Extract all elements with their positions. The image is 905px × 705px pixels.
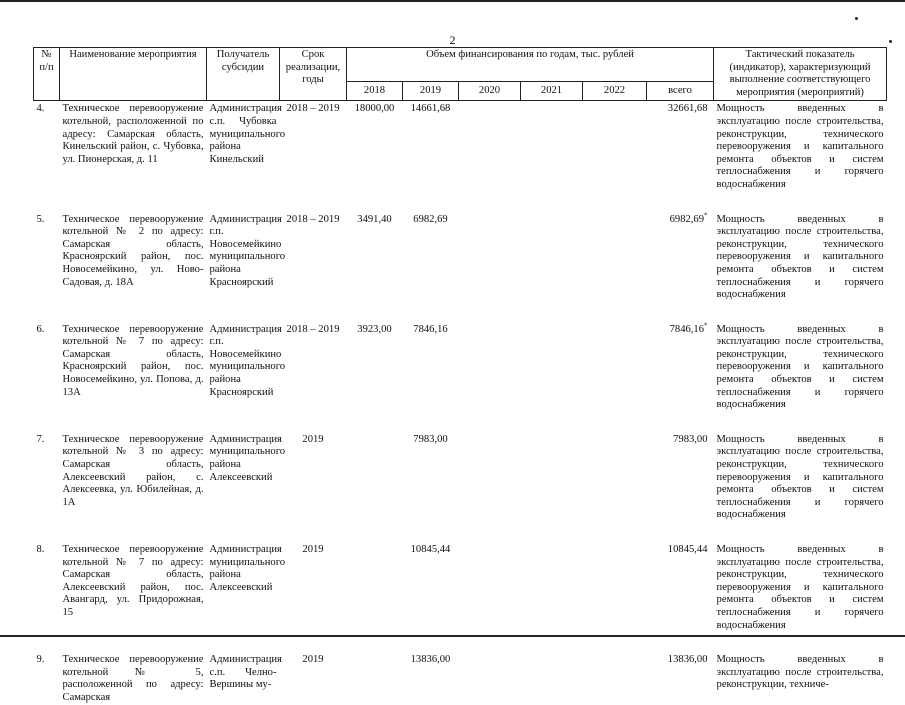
amount-2018: 18000,00 xyxy=(354,103,395,115)
amount-2022 xyxy=(583,212,647,322)
amount-2022 xyxy=(583,322,647,432)
subsidy-recipient: Администрация муниципального района Алексеевский xyxy=(209,544,286,593)
amount-2020 xyxy=(459,322,521,432)
amount-2018: 3491,40 xyxy=(357,213,392,225)
measure-name: Техническое перевооружение котельной № 5, расположенной по адресу: Самарская xyxy=(62,654,204,703)
amount-2018 xyxy=(347,432,403,542)
table-header xyxy=(34,48,887,101)
amount-total: 10845,44 xyxy=(667,544,708,555)
amount-2019: 14661,68 xyxy=(410,103,451,115)
header-financing: Объем финансирования по годам, тыс. рублей xyxy=(347,48,714,82)
header-term: Срок реализации, годы xyxy=(280,48,347,101)
tactical-indicator: Мощность введенных в эксплуатацию после строительства, реконструкции, технического перевооружения и капитального ремонта объектов и систем теплоснабжения и горячего водоснабжения xyxy=(716,103,884,190)
implementation-term: 2019 xyxy=(302,544,324,555)
amount-2021 xyxy=(521,652,583,704)
row-number: 5. xyxy=(36,213,45,225)
amount-2019: 6982,69 xyxy=(413,213,448,225)
amount-2021 xyxy=(521,212,583,322)
measure-name: Техническое перевооружение котельной, расположенной по адресу: Самарская область, Кинельский район, с. Чубовка, ул. Пионерская, д. 11 xyxy=(62,103,204,165)
table-row xyxy=(34,212,887,322)
amount-2020 xyxy=(459,652,521,704)
implementation-term: 2019 xyxy=(302,654,324,666)
amount-2020 xyxy=(459,101,521,211)
subsidy-recipient: Администрация г.п. Новосемейкино муниципального района Красноярский xyxy=(209,213,286,288)
header-recipient: Получатель субсидии xyxy=(207,48,280,101)
row-number: 6. xyxy=(36,323,45,335)
bottom-scan-border xyxy=(0,635,905,637)
amount-total: 32661,68 xyxy=(667,103,708,115)
table-row xyxy=(34,322,887,432)
implementation-term: 2018 – 2019 xyxy=(286,103,340,115)
tactical-indicator: Мощность введенных в эксплуатацию после строительства, реконструкции, технического перевооружения и капитального ремонта объектов и систем теплоснабжения и горячего водоснабжения xyxy=(716,213,884,301)
amount-2019: 13836,00 xyxy=(410,654,451,666)
amount-2020 xyxy=(459,432,521,542)
header-indicator: Тактический показатель (индикатор), характеризующий выполнение соответствующего мероприятия (мероприятий) xyxy=(714,48,887,101)
row-number: 7. xyxy=(36,433,45,445)
amount-2020 xyxy=(459,212,521,322)
implementation-term: 2018 – 2019 xyxy=(286,323,340,335)
tactical-indicator: Мощность введенных в эксплуатацию после строительства, реконструкции, технического перевооружения и капитального ремонта объектов и систем теплоснабжения и горячего водоснабжения xyxy=(716,433,884,521)
header-year: 2018 xyxy=(347,82,403,101)
row-number: 8. xyxy=(36,544,45,555)
header-total: всего xyxy=(647,82,714,101)
header-year: 2021 xyxy=(521,82,583,101)
header-year: 2022 xyxy=(583,82,647,101)
financing-table xyxy=(33,47,887,705)
header-year: 2020 xyxy=(459,82,521,101)
subsidy-recipient: Администрация г.п. Новосемейкино муниципального района Красноярский xyxy=(209,323,286,398)
subsidy-recipient: Администрация с.п. Чубовка муниципального района Кинельский xyxy=(209,103,286,165)
page-number: 2 xyxy=(449,33,456,47)
table-row xyxy=(34,652,887,704)
amount-total: 7983,00 xyxy=(673,433,708,445)
amount-total: 6982,69* xyxy=(669,211,708,225)
row-number: 4. xyxy=(36,103,45,115)
amount-2021 xyxy=(521,101,583,211)
tactical-indicator: Мощность введенных в эксплуатацию после строительства, реконструкции, технического перевооружения и капитального ремонта объектов и систем теплоснабжения и горячего водоснабжения xyxy=(716,323,884,411)
table-row xyxy=(34,432,887,542)
amount-2019: 10845,44 xyxy=(410,544,451,555)
header-num: № п/п xyxy=(34,48,60,101)
amount-2021 xyxy=(521,322,583,432)
tactical-indicator: Мощность введенных в эксплуатацию после строительства, реконструкции, техниче- xyxy=(716,654,884,691)
row-number: 9. xyxy=(36,654,45,666)
measure-name: Техническое перевооружение котельной № 7 по адресу: Самарская область, Алексеевский район, пос. Авангард, ул. Придорожная, 15 xyxy=(62,544,204,618)
amount-2019: 7846,16 xyxy=(413,323,448,335)
header-year: 2019 xyxy=(403,82,459,101)
tactical-indicator: Мощность введенных в эксплуатацию после строительства, реконструкции, технического перевооружения и капитального ремонта объектов и систем теплоснабжения и горячего водоснабжения xyxy=(716,544,884,631)
amount-2021 xyxy=(521,432,583,542)
amount-2018: 3923,00 xyxy=(357,323,392,335)
table-row xyxy=(34,101,887,211)
subsidy-recipient: Администрация муниципального района Алексеевский xyxy=(209,433,286,483)
measure-name: Техническое перевооружение котельной № 7 по адресу: Самарская область, Красноярский район, пос. Новосемейкино, ул. Попова, д. 13А xyxy=(62,323,204,398)
amount-2019: 7983,00 xyxy=(413,433,448,445)
amount-2022 xyxy=(583,101,647,211)
subsidy-recipient: Администрация с.п. Челно-Вершины му- xyxy=(209,654,282,691)
amount-2022 xyxy=(583,652,647,704)
amount-total: 7846,16* xyxy=(669,321,708,335)
header-name: Наименование мероприятия xyxy=(60,48,207,101)
implementation-term: 2019 xyxy=(302,433,324,445)
implementation-term: 2018 – 2019 xyxy=(286,213,340,225)
amount-total: 13836,00 xyxy=(667,654,708,666)
amount-2018 xyxy=(347,652,403,704)
measure-name: Техническое перевооружение котельной № 3 по адресу: Самарская область, Алексеевский район, с. Алексеевка, ул. Юбилейная, д. 1А xyxy=(62,433,204,508)
amount-2022 xyxy=(583,432,647,542)
measure-name: Техническое перевооружение котельной № 2 по адресу: Самарская область, Красноярский район, пос. Новосемейкино, ул. Ново-Садовая, д. 18А xyxy=(62,213,204,288)
